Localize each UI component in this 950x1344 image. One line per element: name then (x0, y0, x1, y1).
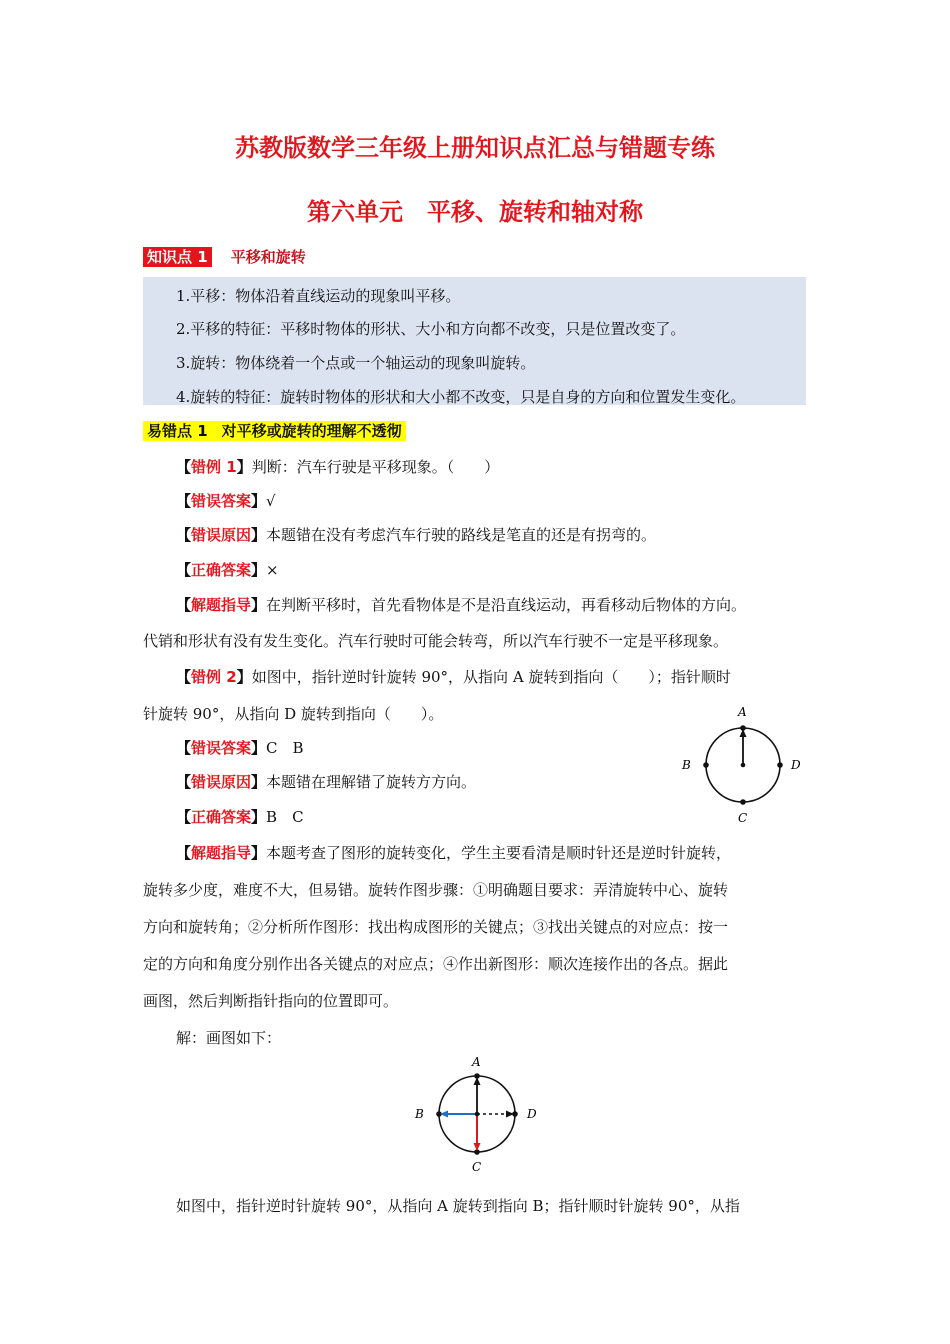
knowledge-point-heading: 平移和旋转 (230, 248, 306, 266)
document-title: 苏教版数学三年级上册知识点汇总与错题专练 (235, 134, 715, 162)
example2-question: 【错例 2】如图中，指针逆时针旋转 90°，从指向 A 旋转到指向（ ）；指针顺时 (176, 668, 731, 686)
example2-guide-line: 旋转多少度，难度不大，但易错。旋转作图步骤：①明确题目要求：弄清旋转中心、旋转 (143, 881, 729, 899)
point-d-dot (777, 762, 783, 768)
knowledge-item: 2.平移的特征：平移时物体的形状、大小和方向都不改变，只是位置改变了。 (176, 320, 686, 338)
example2-guide-line: 方向和旋转角；②分析所作图形：找出构成图形的关键点；③找出关键点的对应点：按一 (143, 918, 729, 936)
knowledge-item: 4.旋转的特征：旋转时物体的形状和大小都不改变，只是自身的方向和位置发生变化。 (176, 388, 746, 406)
example2-reason: 【错误原因】本题错在理解错了旋转方方向。 (176, 773, 477, 791)
example2-wrong-answer: 【错误答案】C B (176, 739, 304, 757)
example1-reason: 【错误原因】本题错在没有考虑汽车行驶的路线是笔直的还是有拐弯的。 (176, 526, 657, 544)
point-b-dot (703, 762, 709, 768)
point-c-dot (740, 799, 746, 805)
solution-conclusion: 如图中，指针逆时针旋转 90°，从指向 A 旋转到指向 B；指针顺时针旋转 90°，从指 (176, 1197, 740, 1215)
example1-guide-cont: 代销和形状有没有发生变化。汽车行驶时可能会转弯，所以汽车行驶不一定是平移现象。 (143, 632, 729, 650)
center-dot (475, 1112, 480, 1117)
example1-correct-answer: 【正确答案】× (176, 561, 279, 579)
pointer-diagram (670, 700, 820, 830)
label-c: C (738, 811, 748, 825)
error-point-heading: 对平移或旋转的理解不透彻 (212, 421, 406, 441)
example2-correct-answer: 【正确答案】B C (176, 808, 304, 826)
label-a: A (472, 1055, 481, 1069)
example2-guide: 【解题指导】本题考查了图形的旋转变化，学生主要看清是顺时针还是逆时针旋转， (176, 844, 732, 862)
pointer-arrowhead (740, 729, 747, 737)
arrowhead-d (506, 1111, 514, 1118)
arrowhead-a (474, 1077, 481, 1085)
arrowhead-c (474, 1143, 481, 1151)
label-d: D (791, 758, 801, 772)
label-a: A (738, 705, 747, 719)
knowledge-point-header (143, 246, 306, 267)
example1-wrong-answer: 【错误答案】√ (176, 492, 276, 510)
label-b: B (682, 758, 691, 772)
example2-question-cont: 针旋转 90°，从指向 D 旋转到指向（ ）。 (143, 705, 444, 723)
knowledge-point-tag: 知识点 1 (143, 247, 212, 267)
label-b: B (415, 1107, 424, 1121)
example2-guide-line: 定的方向和角度分别作出各关键点的对应点；④作出新图形：顺次连接作出的各点。据此 (143, 955, 729, 973)
knowledge-item: 1.平移：物体沿着直线运动的现象叫平移。 (176, 287, 461, 305)
example1-question: 【错例 1】判断：汽车行驶是平移现象。（ ） (176, 458, 500, 476)
label-d: D (527, 1107, 537, 1121)
solution-diagram (400, 1050, 550, 1180)
label-c: C (472, 1160, 482, 1174)
example1-guide: 【解题指导】在判断平移时，首先看物体是不是沿直线运动，再看移动后物体的方向。 (176, 596, 747, 614)
error-point-header (143, 420, 406, 441)
error-point-tag: 易错点 1 (143, 421, 212, 441)
knowledge-item: 3.旋转：物体绕着一个点或一个轴运动的现象叫旋转。 (176, 354, 536, 372)
unit-title: 第六单元 平移、旋转和轴对称 (307, 198, 643, 226)
solution-intro: 解：画图如下： (176, 1029, 282, 1047)
example2-guide-line: 画图，然后判断指针指向的位置即可。 (143, 992, 399, 1010)
arrowhead-b (440, 1111, 448, 1118)
